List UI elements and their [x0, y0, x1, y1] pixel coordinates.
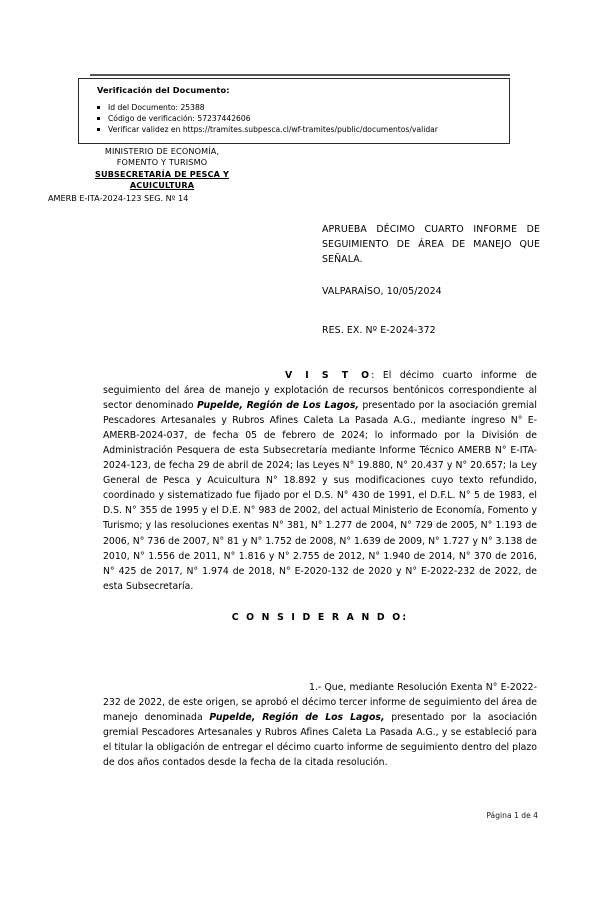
considerando-text-part-1: 1.- Que, mediante Resolución Exenta N° E-2022-232 de 2022, de este origen, se aprobó el décimo tercer informe de seguimiento del área de manejo denominada — [103, 682, 537, 724]
verification-box — [78, 78, 510, 144]
letterhead-reference-code: AMERB E-ITA-2024-123 SEG. Nº 14 — [48, 192, 189, 203]
considerando-text-part-2: presentado por la asociación gremial Pescadores Artesanales y Rubros Afines Caleta La Pasada A.G., y se estableció para el titular la obligación de entregar el décimo cuarto informe de seguimiento dentro del plazo de dos años contados desde la fecha de la citada resolución. — [103, 712, 537, 769]
bullet-icon — [97, 128, 100, 131]
verification-item-text: Id del Documento: 25388 — [108, 103, 205, 113]
verification-stamp — [78, 78, 510, 144]
visto-text-part-2: presentado por la asociación gremial Pescadores Artesanales y Rubros Afines Caleta La Pasada A.G., mediante ingreso N° E-AMERB-2024-037, de fecha 05 de febrero de 2024; lo informado por la División de Administración Pesquera de esta Subsecretaría mediante Informe Técnico AMERB N° E-ITA-2024-123, de fecha 29 de abril de 2024; las Leyes N° 19.880, N° 20.437 y N° 20.657; la Ley General de Pesca y Acuicultura N° 18.892 y sus modificaciones cuyo texto refundido, coordinado y sistematizado fue fijado por el D.S. N° 430 de 1991, el D.F.L. N° 5 de 1983, el D.S. N° 355 de 1995 y el D.E. N° 983 de 2002, del actual Ministerio de Economía, Fomento y Turismo; y las resoluciones exentas N° 381, N° 1.277 de 2004, N° 729 de 2005, N° 1.193 de 2006, N° 736 de 2007, N° 81 y N° 1.752 de 2008, N° 1.639 de 2009, N° 1.727 y N° 3.138 de 2010, N° 1.556 de 2011, N° 1.816 y N° 2.755 de 2012, N° 1.940 de 2014, N° 370 de 2016, N° 425 de 2017, N° 1.974 de 2018, N° E-2020-132 de 2020 y N° E-2022-232 de 2022, de esta Subsecretaría. — [103, 400, 537, 592]
considerando-area-name: Pupelde, Región de Los Lagos, — [209, 712, 385, 724]
considerando-heading: C O N S I D E R A N D O: — [231, 612, 409, 623]
verification-title: Verificación del Documento: — [97, 85, 230, 95]
letterhead-line-2: FOMENTO Y TURISMO — [116, 157, 208, 168]
visto-paragraph — [103, 368, 537, 594]
bullet-icon — [97, 117, 100, 120]
page-footer: Página 1 de 4 — [486, 811, 538, 820]
letterhead-line-4: ACUICULTURA — [129, 180, 195, 191]
letterhead-line-1: MINISTERIO DE ECONOMÍA, — [104, 146, 220, 156]
subject-block: APRUEBA DÉCIMO CUARTO INFORME DE SEGUIMIENTO DE ÁREA DE MANEJO QUE SEÑALA. — [322, 224, 540, 266]
verification-item-document-id — [97, 102, 499, 113]
bullet-icon — [97, 106, 100, 109]
verification-item-code — [97, 113, 499, 124]
place-and-date: VALPARAÍSO, 10/05/2024 — [322, 286, 442, 297]
visto-text-part-1: : El décimo cuarto informe de seguimiento del área de manejo y explotación de recursos bentónicos correspondiente al sector denominado — [103, 370, 538, 412]
verification-item-url — [97, 124, 499, 135]
letterhead-line-3: SUBSECRETARÍA DE PESCA Y — [95, 168, 229, 179]
verification-item-text: Código de verificación: 57237442606 — [108, 114, 251, 124]
verification-item-text: Verificar validez en https://tramites.subpesca.cl/wf-tramites/public/documentos/validar — [108, 125, 438, 135]
letterhead — [48, 146, 276, 204]
visto-heading: V I S T O — [285, 370, 372, 381]
resolution-number: RES. EX. Nº E-2024-372 — [322, 325, 436, 336]
considerando-item-1 — [103, 680, 537, 770]
verification-list — [91, 102, 499, 135]
visto-area-name: Pupelde, Región de Los Lagos, — [196, 400, 359, 412]
verification-top-rule — [90, 74, 510, 76]
